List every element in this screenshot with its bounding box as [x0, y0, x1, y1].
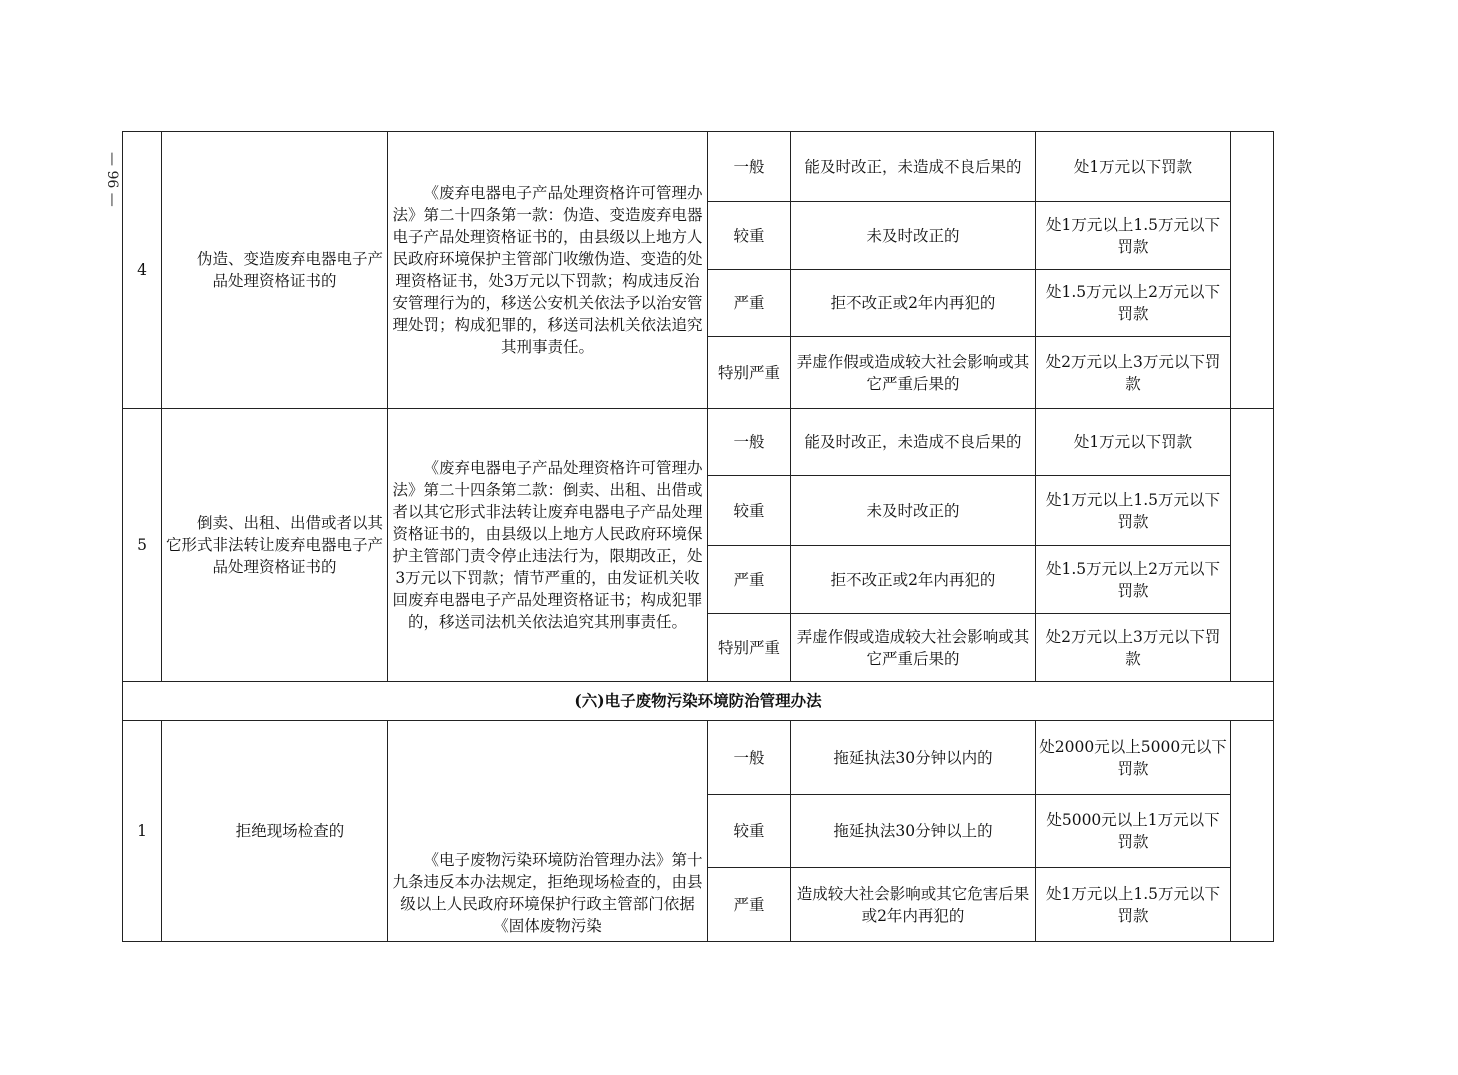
- condition: 拖延执法30分钟以上的: [791, 795, 1036, 868]
- condition: 拒不改正或2年内再犯的: [791, 546, 1036, 614]
- severity-level: 特别严重: [708, 337, 791, 409]
- legal-basis: 《废弃电器电子产品处理资格许可管理办法》第二十四条第一款：伪造、变造废弃电器电子产品处理资格证书的，由县级以上地方人民政府环境保护主管部门收缴伪造、变造的处理资格证书，处3万元以下罚款；构成违反治安管理行为的，移送公安机关依法予以治安管理处罚；构成犯罪的，移送司法机关依法追究其刑事责任。: [388, 132, 708, 409]
- condition: 未及时改正的: [791, 476, 1036, 546]
- penalty-table: [122, 131, 1274, 942]
- item-number: 1: [123, 721, 162, 942]
- severity-level: 一般: [708, 721, 791, 795]
- penalty: 处2万元以上3万元以下罚款: [1036, 614, 1231, 682]
- remark-cell: [1231, 132, 1274, 409]
- table-row: [123, 409, 1274, 476]
- penalty: 处1万元以上1.5万元以下罚款: [1036, 202, 1231, 270]
- condition: 造成较大社会影响或其它危害后果或2年内再犯的: [791, 868, 1036, 942]
- severity-level: 特别严重: [708, 614, 791, 682]
- severity-level: 严重: [708, 868, 791, 942]
- penalty: 处1万元以下罚款: [1036, 409, 1231, 476]
- penalty: 处1万元以下罚款: [1036, 132, 1231, 202]
- condition: 能及时改正，未造成不良后果的: [791, 132, 1036, 202]
- condition: 弄虚作假或造成较大社会影响或其它严重后果的: [791, 337, 1036, 409]
- section-row: [123, 682, 1274, 721]
- condition: 拖延执法30分钟以内的: [791, 721, 1036, 795]
- section-title: (六)电子废物污染环境防治管理办法: [123, 682, 1274, 721]
- item-number: 4: [123, 132, 162, 409]
- penalty: 处1万元以上1.5万元以下罚款: [1036, 476, 1231, 546]
- severity-level: 严重: [708, 546, 791, 614]
- item-number: 5: [123, 409, 162, 682]
- legal-basis: 《电子废物污染环境防治管理办法》第十九条违反本办法规定，拒绝现场检查的，由县级以上人民政府环境保护行政主管部门依据《固体废物污染: [388, 721, 708, 942]
- remark-cell: [1231, 721, 1274, 942]
- remark-cell: [1231, 409, 1274, 682]
- severity-level: 严重: [708, 270, 791, 337]
- severity-level: 一般: [708, 409, 791, 476]
- severity-level: 较重: [708, 476, 791, 546]
- violation-name: 拒绝现场检查的: [162, 721, 388, 942]
- condition: 弄虚作假或造成较大社会影响或其它严重后果的: [791, 614, 1036, 682]
- table-row: [123, 721, 1274, 795]
- penalty: 处5000元以上1万元以下罚款: [1036, 795, 1231, 868]
- severity-level: 较重: [708, 795, 791, 868]
- penalty: 处2000元以上5000元以下罚款: [1036, 721, 1231, 795]
- violation-name: 伪造、变造废弃电器电子产品处理资格证书的: [162, 132, 388, 409]
- severity-level: 较重: [708, 202, 791, 270]
- penalty: 处1万元以上1.5万元以下罚款: [1036, 868, 1231, 942]
- severity-level: 一般: [708, 132, 791, 202]
- condition: 未及时改正的: [791, 202, 1036, 270]
- violation-name: 倒卖、出租、出借或者以其它形式非法转让废弃电器电子产品处理资格证书的: [162, 409, 388, 682]
- table-row: [123, 132, 1274, 202]
- legal-basis: 《废弃电器电子产品处理资格许可管理办法》第二十四条第二款：倒卖、出租、出借或者以其它形式非法转让废弃电器电子产品处理资格证书的，由县级以上地方人民政府环境保护主管部门责令停止违法行为，限期改正，处3万元以下罚款；情节严重的，由发证机关收回废弃电器电子产品处理资格证书；构成犯罪的，移送司法机关依法追究其刑事责任。: [388, 409, 708, 682]
- condition: 拒不改正或2年内再犯的: [791, 270, 1036, 337]
- penalty: 处1.5万元以上2万元以下罚款: [1036, 546, 1231, 614]
- page-number: — 96 —: [104, 152, 120, 207]
- condition: 能及时改正，未造成不良后果的: [791, 409, 1036, 476]
- penalty: 处2万元以上3万元以下罚款: [1036, 337, 1231, 409]
- penalty: 处1.5万元以上2万元以下罚款: [1036, 270, 1231, 337]
